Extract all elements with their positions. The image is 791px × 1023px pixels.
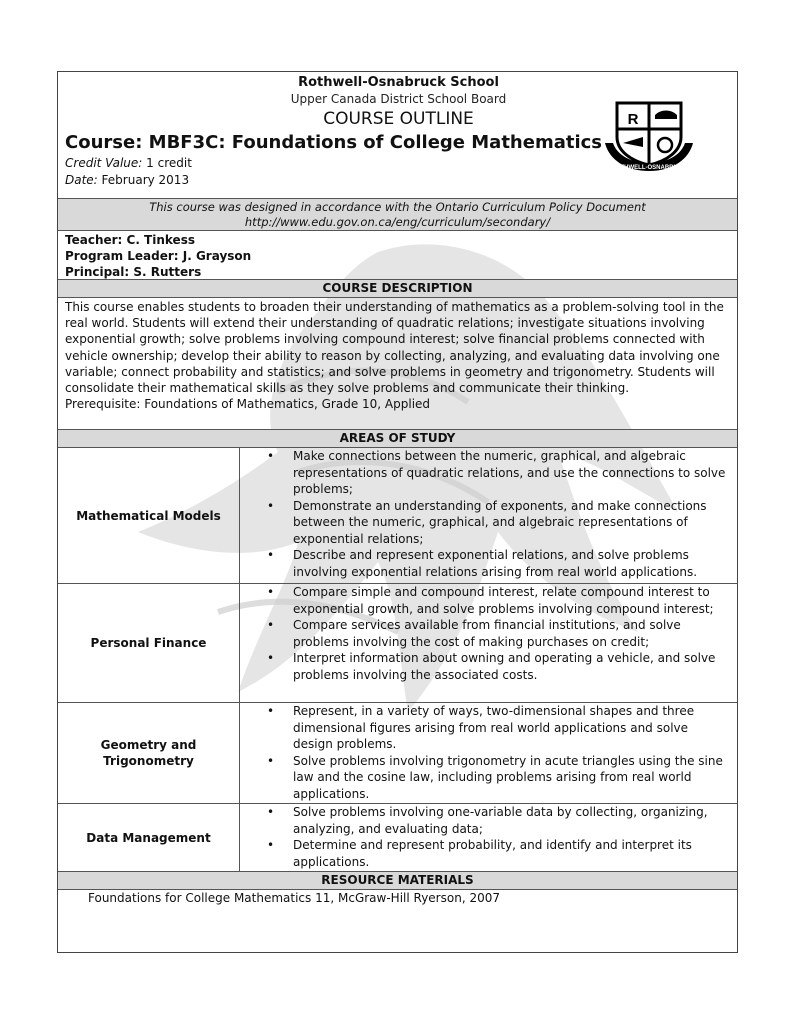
study-area-data-management xyxy=(58,803,737,871)
areas-of-study-heading: AREAS OF STUDY xyxy=(58,429,737,447)
area-item: • Describe and represent exponential relations, and solve problems involving exponential relations arising from real world applications. xyxy=(267,548,698,579)
bullet-icon: • xyxy=(267,498,275,513)
description-text: This course enables students to broaden their understanding of mathematics as a problem-solving tool in the real world. Students will extend their understanding of quadratic relations; investigate situations involving exponential growth; solve problems involving compound interest; solve financial problems connected with vehicle ownership; develop their ability to reason by collecting, analyzing, and evaluating data involving one variable; connect probability and statistics; and solve problems in geometry and trigonometry. Students will consolidate their mathematical skills as they solve problems and communicate their thinking. xyxy=(65,300,724,396)
course-title: Course: MBF3C: Foundations of College Mathematics xyxy=(65,132,603,153)
area-items xyxy=(240,584,737,683)
prerequisite: Prerequisite: Foundations of Mathematics, Grade 10, Applied xyxy=(65,397,431,412)
policy-line: This course was designed in accordance with the Ontario Curriculum Policy Document xyxy=(149,200,646,214)
area-items xyxy=(240,448,737,580)
course-description-heading: COURSE DESCRIPTION xyxy=(58,279,737,297)
bullet-icon: • xyxy=(267,618,275,632)
bullet-icon: • xyxy=(267,753,275,768)
curriculum-policy-note xyxy=(58,198,737,230)
study-area-mathematical-models xyxy=(58,447,737,583)
outline-title: COURSE OUTLINE xyxy=(323,109,474,129)
resource-materials-heading: RESOURCE MATERIALS xyxy=(58,871,737,889)
program-leader-name: Program Leader: J. Grayson xyxy=(65,249,252,263)
study-area-geometry-trigonometry xyxy=(58,702,737,803)
school-crest-logo xyxy=(603,99,695,173)
course-description xyxy=(58,297,737,429)
bullet-icon: • xyxy=(267,651,275,665)
area-label: Mathematical Models xyxy=(58,448,240,583)
staff-block xyxy=(58,230,737,279)
bullet-icon: • xyxy=(267,838,275,852)
area-item: • Demonstrate an understanding of exponents, and make connections between the numeric, graphical, and algebraic representations of exponential relations; xyxy=(267,498,707,546)
bullet-icon: • xyxy=(267,548,275,562)
course-outline-table xyxy=(57,71,738,953)
school-board: Upper Canada District School Board xyxy=(290,92,507,106)
crest-letter-r: R xyxy=(627,111,639,128)
bullet-icon: • xyxy=(267,585,275,599)
bullet-icon: • xyxy=(267,449,275,463)
area-items xyxy=(240,703,737,802)
principal-name: Principal: S. Rutters xyxy=(65,265,202,279)
area-item: • Solve problems involving one-variable data by collecting, organizing, analyzing, and evaluating data; xyxy=(267,805,708,836)
teacher-name: Teacher: C. Tinkess xyxy=(65,233,195,247)
area-item: • Represent, in a variety of ways, two-dimensional shapes and three dimensional figures arising from real world applications and solve design problems. xyxy=(267,704,695,751)
policy-url: http://www.edu.gov.on.ca/eng/curriculum/secondary/ xyxy=(244,215,551,229)
bullet-icon: • xyxy=(267,704,275,718)
area-label: Personal Finance xyxy=(58,584,240,702)
resource-item: Foundations for College Mathematics 11, McGraw-Hill Ryerson, 2007 xyxy=(88,891,500,905)
crest-banner-text: ROTHWELL-OSNABRUCK xyxy=(611,165,687,171)
area-label: Geometry and Trigonometry xyxy=(58,703,240,803)
area-item: • Compare services available from financial institutions, and solve problems involving the cost of making purchases on credit; xyxy=(267,618,681,649)
bullet-icon: • xyxy=(267,805,275,819)
school-name: Rothwell-Osnabruck School xyxy=(298,75,499,90)
area-item: • Compare simple and compound interest, relate compound interest to exponential growth, and solve problems involving compound interest; xyxy=(267,585,714,616)
header xyxy=(58,72,737,199)
resource-materials xyxy=(58,889,737,954)
area-item: • Solve problems involving trigonometry in acute triangles using the sine law and the cosine law, including problems arising from real world applications. xyxy=(267,753,723,801)
credit-value: Credit Value: 1 credit xyxy=(65,156,192,170)
study-area-personal-finance xyxy=(58,583,737,702)
area-items xyxy=(240,804,737,870)
area-label: Data Management xyxy=(58,804,240,871)
area-item: • Determine and represent probability, and identify and interpret its applications. xyxy=(267,838,692,869)
area-item: • Interpret information about owning and operating a vehicle, and solve problems involving the associated costs. xyxy=(267,651,716,682)
outline-date: Date: February 2013 xyxy=(65,173,190,187)
area-item: • Make connections between the numeric, graphical, and algebraic representations of quadratic relations, and use the connections to solve problems; xyxy=(267,449,726,496)
